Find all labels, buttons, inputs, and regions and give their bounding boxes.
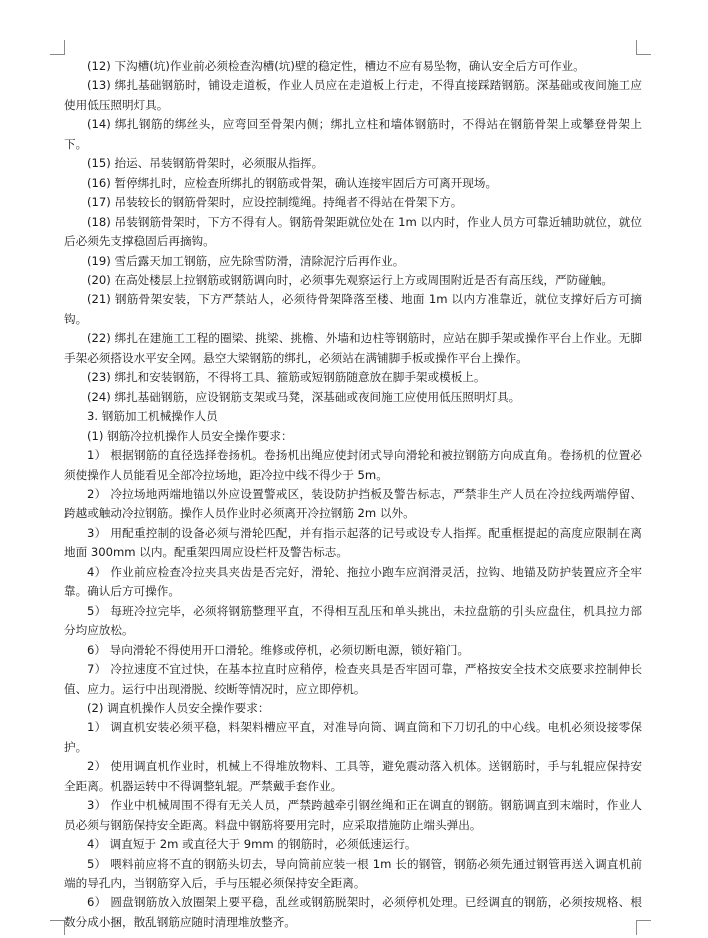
paragraph: (19) 雪后露天加工钢筋，应先除雪防滑，清除泥泞后再作业。	[87, 253, 405, 268]
paragraph: 7） 冷拉速度不宜过快，在基本拉直时应稍停，检查夹具是否牢固可靠，严格按安全技术交底要求控制伸长值、应力。运行中出现滑脱、绞断等情况时，应立即停机。	[64, 662, 642, 696]
paragraph: (14) 绑扎钢筋的绑丝头，应弯回至骨架内侧；绑扎立柱和墙体钢筋时，不得站在钢筋骨架上或攀登骨架上下。	[64, 117, 642, 151]
subsection-heading: (2) 调直机操作人员安全操作要求：	[87, 700, 270, 715]
paragraph: 3） 作业中机械周围不得有无关人员，严禁跨越牵引钢丝绳和正在调直的钢筋。钢筋调直到末端时，作业人员必须与钢筋保持安全距离。料盘中钢筋将要用完时，应采取措施防止端头弹出。	[64, 798, 642, 832]
document-body	[64, 57, 642, 932]
paragraph: (23) 绑扎和安装钢筋，不得将工具、箍筋或短钢筋随意放在脚手架或模板上。	[87, 370, 486, 385]
paragraph: 1） 调直机安装必须平稳，料架料槽应平直，对准导向筒、调直筒和下刀切孔的中心线。电机必须设接零保护。	[64, 720, 642, 754]
subsection-heading: (1) 钢筋冷拉机操作人员安全操作要求：	[87, 428, 293, 443]
paragraph: 5） 每班冷拉完毕，必须将钢筋整理平直，不得相互乱压和单头挑出，未拉盘筋的引头应盘住，机具拉力部分均应放松。	[64, 603, 642, 638]
paragraph: (15) 抬运、吊装钢筋骨架时，必须服从指挥。	[87, 156, 324, 171]
paragraph: 4） 调直短于 2m 或直径大于 9mm 的钢筋时，必须低速运行。	[87, 837, 417, 852]
paragraph: 2） 冷拉场地两端地锚以外应设置警戒区，装设防护挡板及警告标志，严禁非生产人员在冷拉线两端停留、跨越或触动冷拉钢筋。操作人员作业时必须离开冷拉钢筋 2m 以外。	[64, 486, 642, 521]
paragraph: 4） 作业前应检查冷拉夹具夹齿是否完好，滑轮、拖拉小跑车应润滑灵活，拉钩、地锚及防护装置应齐全牢靠。确认后方可操作。	[64, 564, 642, 599]
paragraph: (16) 暂停绑扎时，应检查所绑扎的钢筋或骨架，确认连接牢固后方可离开现场。	[87, 175, 498, 190]
paragraph: 6） 导向滑轮不得使用开口滑轮。维修或停机，必须切断电源，锁好箱门。	[87, 642, 470, 657]
paragraph: 5） 喂料前应将不直的钢筋头切去，导向筒前应装一根 1m 长的钢管，钢筋必须先通过钢管再送入调直机前端的导孔内，当钢筋穿入后，手与压辊必须保持安全距离。	[64, 856, 642, 891]
crop-mark-top-right	[636, 40, 651, 55]
paragraph: (21) 钢筋骨架安装，下方严禁站人，必须待骨架降落至楼、地面 1m 以内方准靠近，就位支撑好后方可摘钩。	[64, 292, 642, 326]
paragraph: 3） 用配重控制的设备必须与滑轮匹配，并有指示起落的记号或设专人指挥。配重框提起的高度应限制在离地面 300mm 以内。配重架四周应设栏杆及警告标志。	[64, 525, 642, 560]
paragraph: (12) 下沟槽(坑)作业前必须检查沟槽(坑)壁的稳定性，槽边不应有易坠物，确认安全后方可作业。	[87, 59, 585, 73]
paragraph: (20) 在高处楼层上拉钢筋或钢筋调向时，必须事先观察运行上方或周围附近是否有高压线，严防碰触。	[87, 272, 614, 287]
paragraph: 6） 圆盘钢筋放入放圈架上要平稳，乱丝或钢筋脱架时，必须停机处理。已经调直的钢筋，必须按规格、根数分成小捆，散乱钢筋应随时清理堆放整齐。	[64, 895, 642, 929]
paragraph: (13) 绑扎基础钢筋时，铺设走道板，作业人员应在走道板上行走，不得直接踩踏钢筋。深基础或夜间施工应使用低压照明灯具。	[64, 78, 642, 112]
paragraph: (22) 绑扎在建施工工程的圈梁、挑梁、挑檐、外墙和边柱等钢筋时，应站在脚手架或操作平台上作业。无脚手架必须搭设水平安全网。悬空大梁钢筋的绑扎，必须站在满铺脚手板或操作平台上操作。	[64, 331, 642, 365]
paragraph: (17) 吊装较长的钢筋骨架时，应设控制缆绳。持绳者不得站在骨架下方。	[87, 195, 463, 210]
paragraph: 1） 根据钢筋的直径选择卷扬机。卷扬机出绳应使封闭式导向滑轮和被拉钢筋方向成直角。卷扬机的位置必须使操作人员能看见全部冷拉场地，距冷拉中线不得少于 5m。	[64, 448, 642, 482]
crop-mark-bottom-left	[50, 920, 65, 935]
section-heading: 3. 钢筋加工机械操作人员	[87, 409, 218, 424]
paragraph: (24) 绑扎基础钢筋，应设钢筋支架或马凳，深基础或夜间施工应使用低压照明灯具。	[87, 389, 521, 404]
crop-mark-top-left	[50, 40, 65, 55]
paragraph: (18) 吊装钢筋骨架时，下方不得有人。钢筋骨架距就位处在 1m 以内时，作业人员方可靠近辅助就位，就位后必须先支撑稳固后再摘钩。	[64, 214, 642, 249]
paragraph: 2） 使用调直机作业时，机械上不得堆放物料、工具等，避免震动落入机体。送钢筋时，手与轧辊应保持安全距离。机器运转中不得调整轧辊。严禁戴手套作业。	[64, 759, 642, 793]
